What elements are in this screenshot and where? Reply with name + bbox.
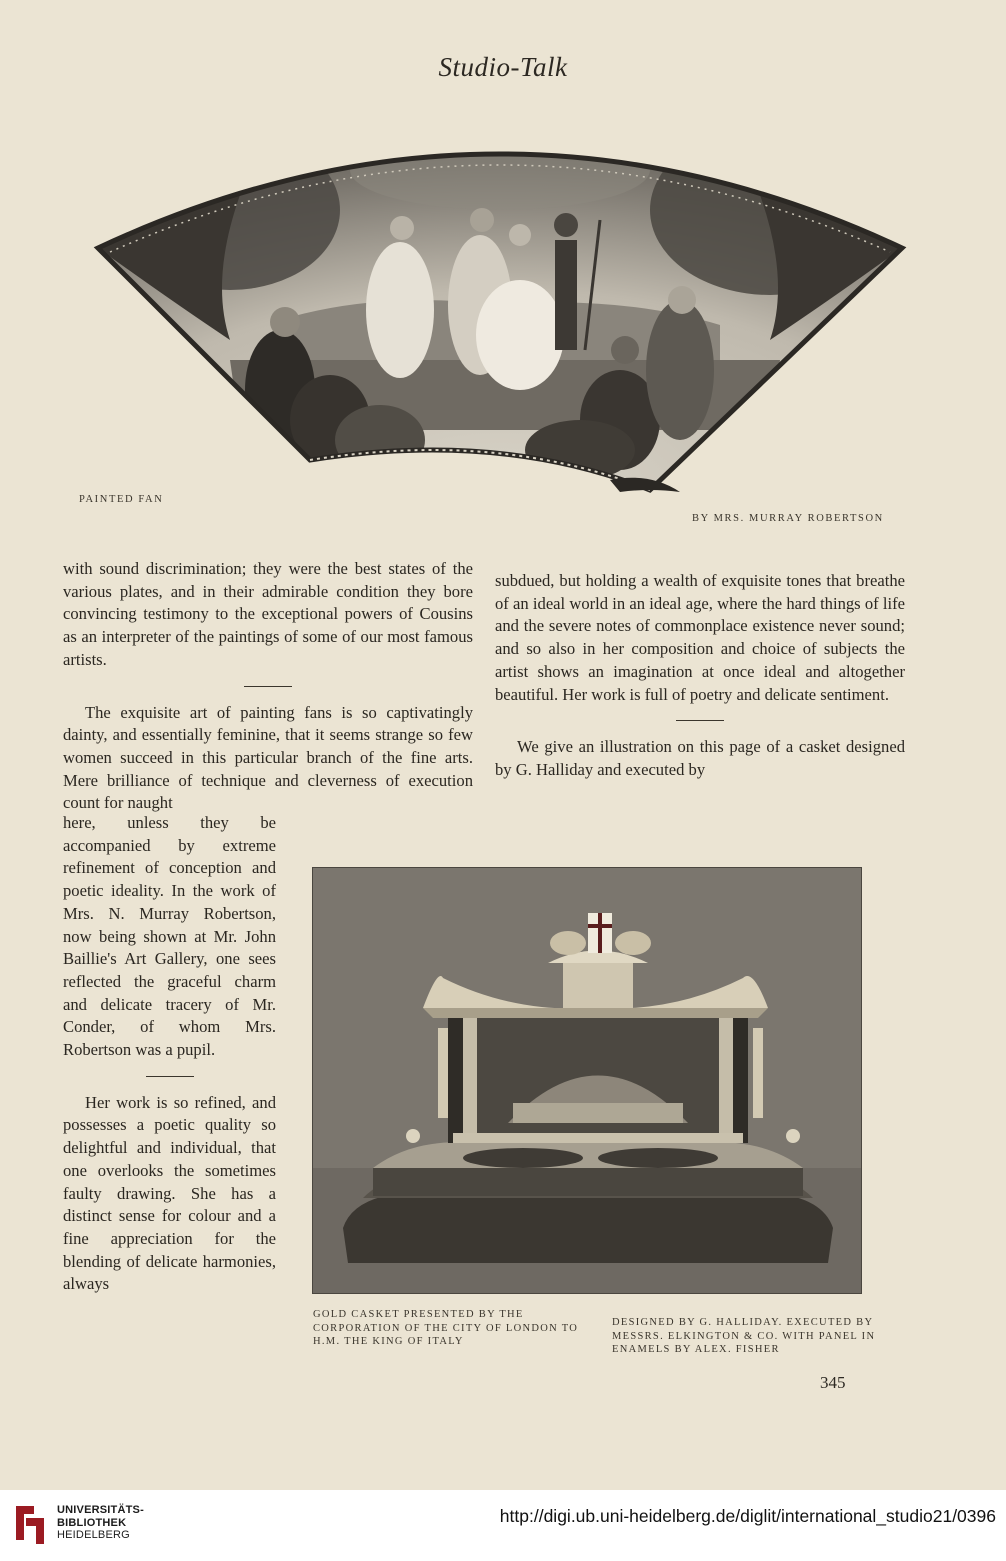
right-paragraph-2: We give an illustration on this page of a casket designed by G. Halliday and executed by	[495, 737, 905, 779]
section-rule	[146, 1076, 194, 1077]
running-head: Studio-Talk	[438, 52, 568, 82]
permalink-url[interactable]: http://digi.ub.uni-heidelberg.de/diglit/international_studio21/0396	[499, 1506, 996, 1526]
page-number: 345	[820, 1373, 846, 1392]
digital-library-footer	[0, 1490, 1006, 1561]
library-line-3: HEIDELBERG	[57, 1529, 130, 1541]
left-paragraph-2: The exquisite art of painting fans is so captivatingly dainty, and essentially feminine, that it seems strange so few women succeed in this particular branch of the fine arts. Mere brilliance of technique and cleverness of execution count for naught	[63, 702, 473, 813]
library-name	[57, 1504, 144, 1542]
fan-caption-artist: BY MRS. MURRAY ROBERTSON	[692, 513, 884, 524]
section-rule	[244, 686, 292, 687]
casket-caption-title: GOLD CASKET PRESENTED BY THE CORPORATION OF THE CITY OF LONDON TO H.M. THE KING OF ITALY	[313, 1309, 579, 1347]
library-line-2: BIBLIOTHEK	[57, 1516, 127, 1529]
gold-casket-photograph	[312, 867, 862, 1294]
library-line-1: UNIVERSITÄTS-	[57, 1504, 144, 1516]
left-narrow-column	[63, 812, 276, 1296]
left-paragraph-1: with sound discrimination; they were the best states of the various plates, and in their admirable condition they bore convincing testimony to the exceptional powers of Cousins as an interpreter of the paintings of some of our most famous artists.	[63, 559, 473, 669]
left-column	[63, 558, 473, 815]
university-library-logo-icon	[12, 1502, 48, 1551]
painted-fan-illustration	[80, 100, 920, 500]
casket-caption-credits: DESIGNED BY G. HALLIDAY. EXECUTED BY MESSRS. ELKINGTON & CO. WITH PANEL IN ENAMELS BY ALEX. FISHER	[612, 1317, 876, 1355]
fan-caption-title: PAINTED FAN	[79, 494, 164, 505]
right-column	[495, 570, 905, 782]
left-paragraph-2-continued: here, unless they be accompanied by extreme refinement of conception and poetic ideality. In the work of Mrs. N. Murray Robertson, now being shown at Mr. John Baillie's Art Gallery, one sees reflected the graceful charm and delicate tracery of Mr. Conder, of whom Mrs. Robertson was a pupil.	[63, 813, 276, 1060]
right-paragraph-1: subdued, but holding a wealth of exquisite tones that breathe of an ideal world in an ideal age, where the hard things of life and the severe notes of commonplace existence never sound; and so also in her composition and choice of subjects the artist shows an imagination at once ideal and altogether beautiful. Her work is full of poetry and delicate sentiment.	[495, 571, 905, 704]
left-paragraph-3: Her work is so refined, and possesses a poetic quality so delightful and individual, that one overlooks the sometimes faulty drawing. She has a distinct sense for colour and a fine appreciation for the blending of delicate harmonies, always	[63, 1092, 276, 1294]
section-rule	[676, 720, 724, 721]
